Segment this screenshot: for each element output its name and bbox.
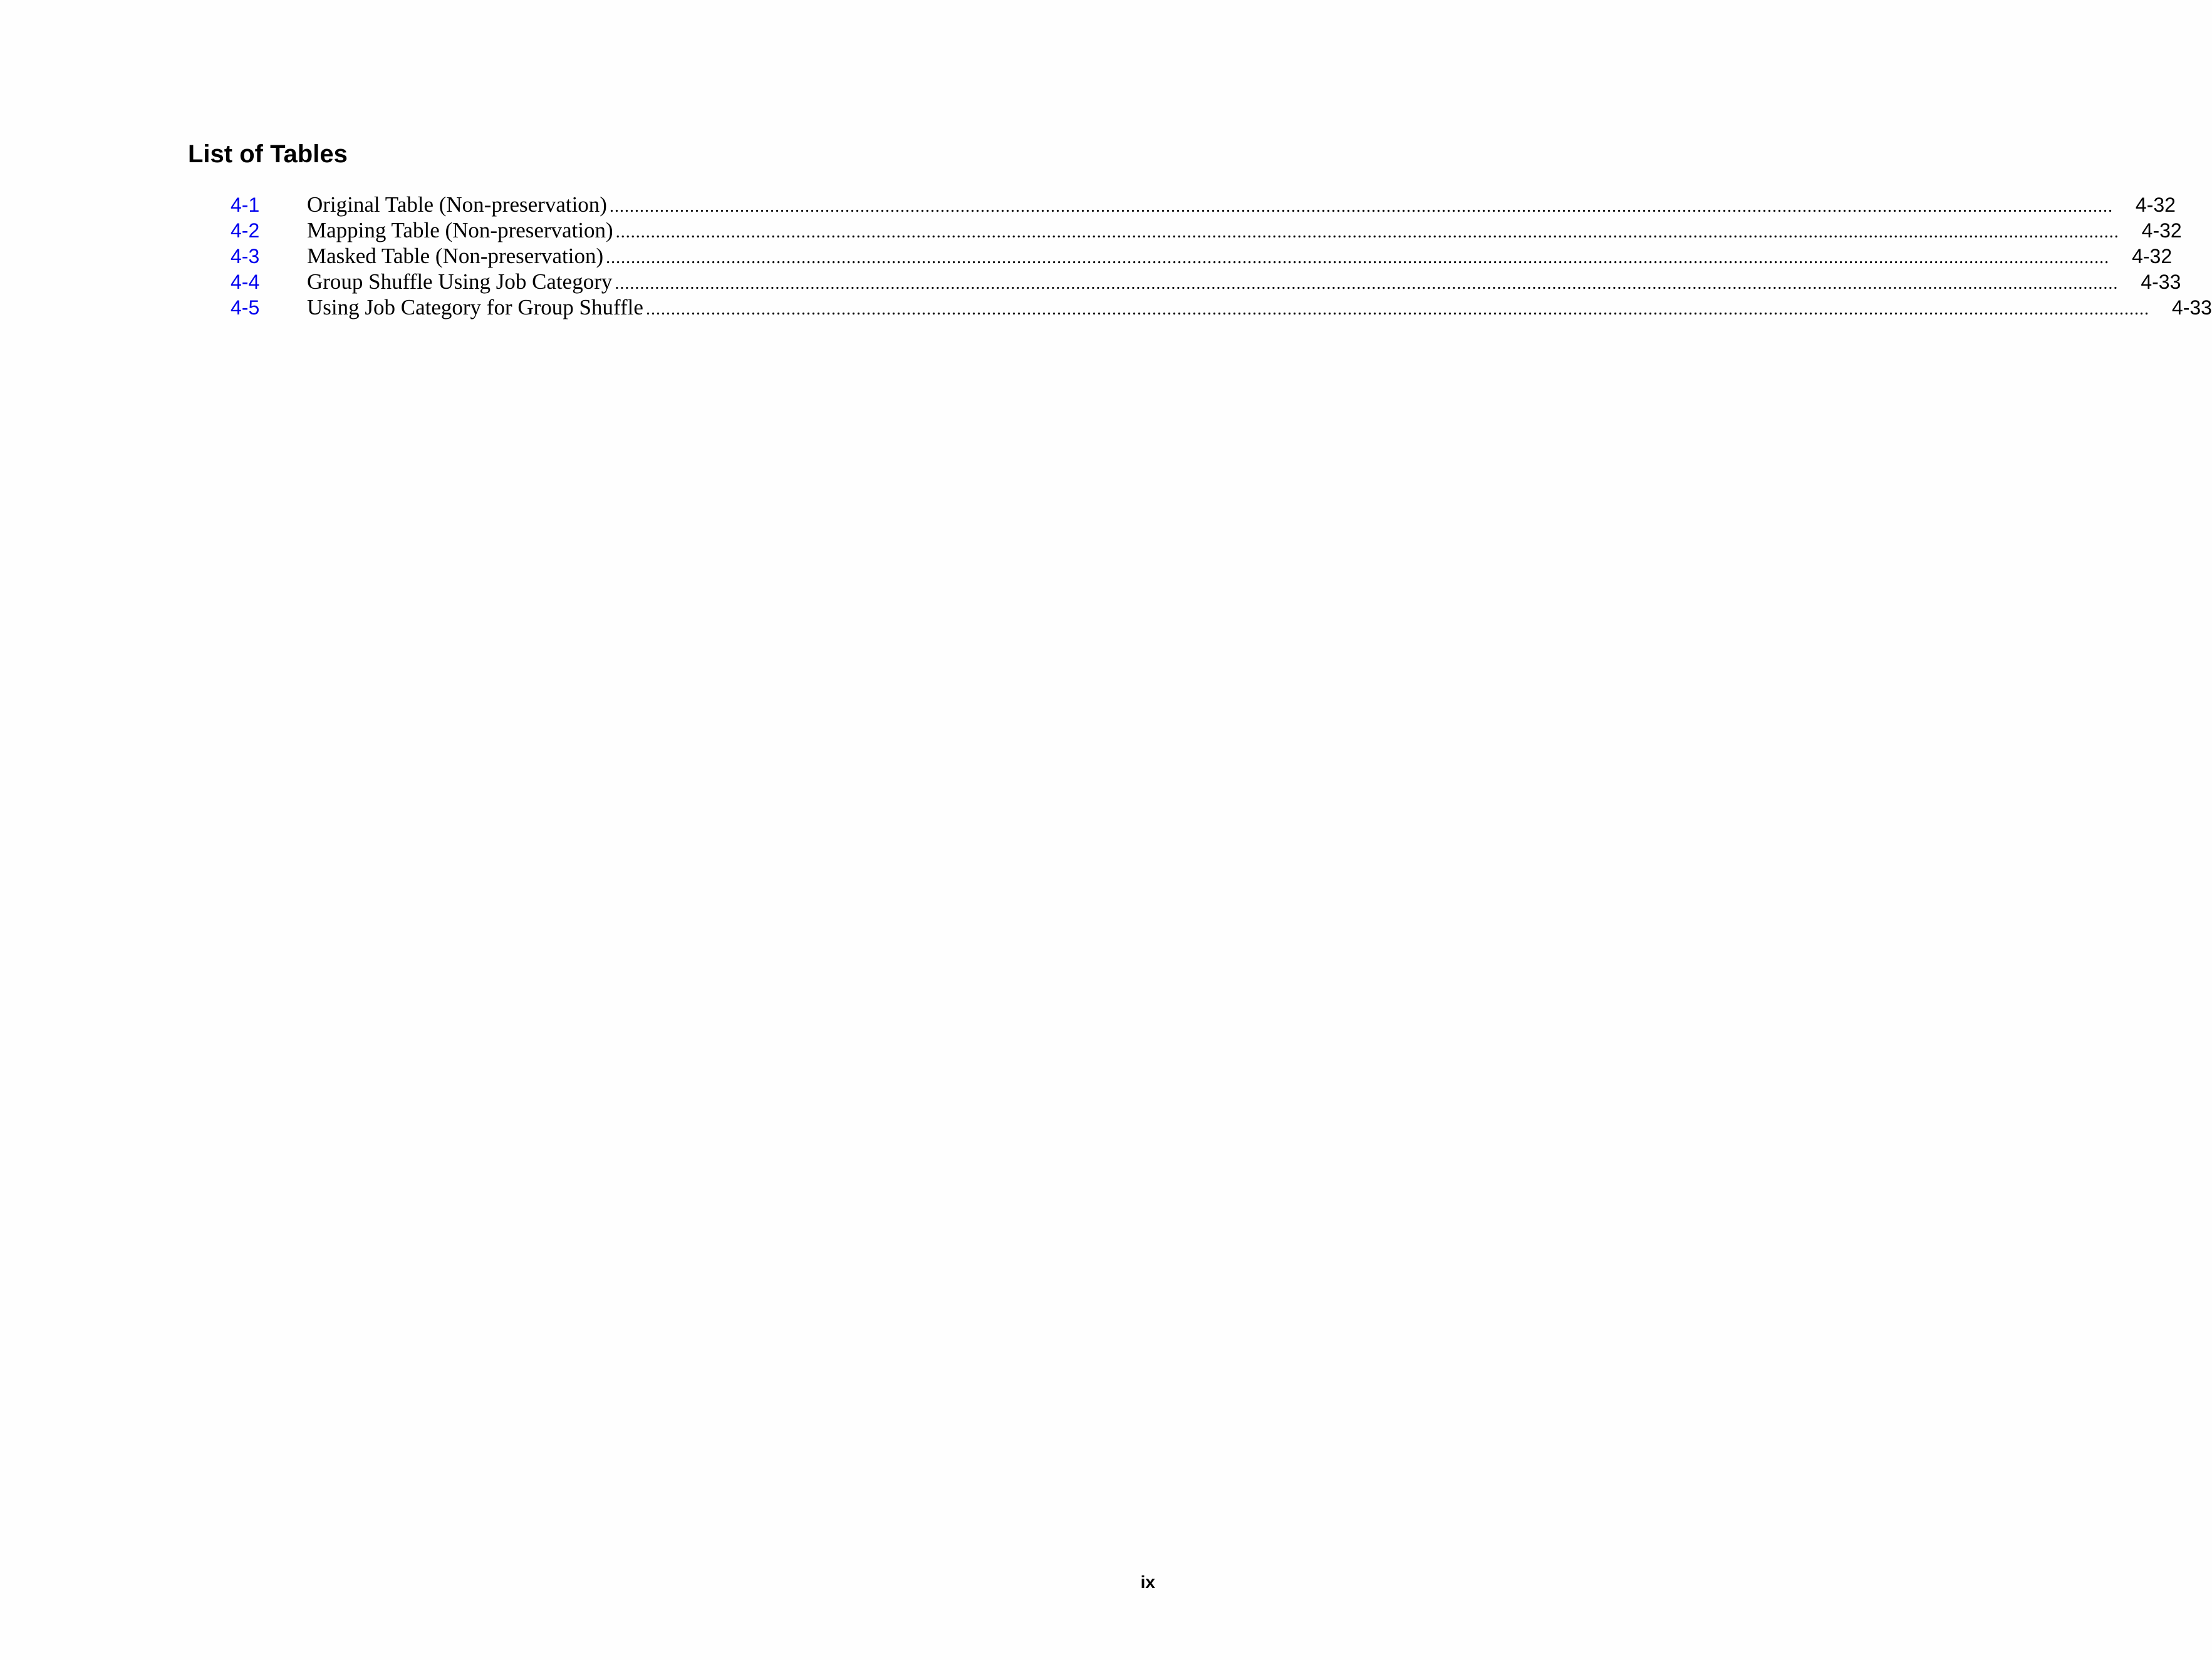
table-list [188, 192, 2212, 320]
table-title [307, 192, 2113, 219]
dot-leader: ............................................................................................................................................................................................................................................................................................................ [615, 222, 2119, 242]
table-page-link[interactable]: 4-32 [2135, 194, 2176, 216]
list-item [188, 192, 2176, 217]
table-page-link[interactable]: 4-32 [2141, 219, 2182, 242]
table-number-link[interactable]: 4-4 [231, 271, 260, 293]
list-item [188, 243, 2173, 269]
table-title-link[interactable]: Masked Table (Non-preservation) [307, 244, 604, 268]
table-number-link[interactable]: 4-2 [231, 219, 260, 242]
dot-leader: ............................................................................................................................................................................................................................................................................................................ [615, 274, 2119, 293]
table-page-link[interactable]: 4-33 [2141, 271, 2181, 293]
table-title-link[interactable]: Mapping Table (Non-preservation) [307, 218, 613, 242]
table-page-link[interactable]: 4-33 [2171, 296, 2212, 319]
list-item [188, 217, 2182, 243]
table-title-link[interactable]: Original Table (Non-preservation) [307, 192, 607, 217]
table-title-link[interactable]: Group Shuffle Using Job Category [307, 269, 613, 294]
page-title: List of Tables [188, 140, 348, 168]
table-title [307, 243, 2109, 271]
list-item [188, 269, 2181, 294]
table-number-link[interactable]: 4-5 [231, 296, 260, 319]
table-number-link[interactable]: 4-1 [231, 194, 260, 216]
list-item [188, 294, 2212, 320]
dot-leader: ............................................................................................................................................................................................................................................................................................................ [609, 197, 2113, 216]
table-number-link[interactable]: 4-3 [231, 245, 260, 267]
table-page-link[interactable]: 4-32 [2132, 245, 2173, 267]
table-title-link[interactable]: Using Job Category for Group Shuffle [307, 295, 643, 319]
dot-leader: ............................................................................................................................................................................................................................................................................................................ [606, 248, 2110, 267]
table-title [307, 217, 2119, 245]
dot-leader: ............................................................................................................................................................................................................................................................................................................ [645, 299, 2149, 319]
table-title [307, 294, 2149, 322]
page-number: ix [1140, 1572, 1155, 1592]
table-title [307, 269, 2118, 296]
